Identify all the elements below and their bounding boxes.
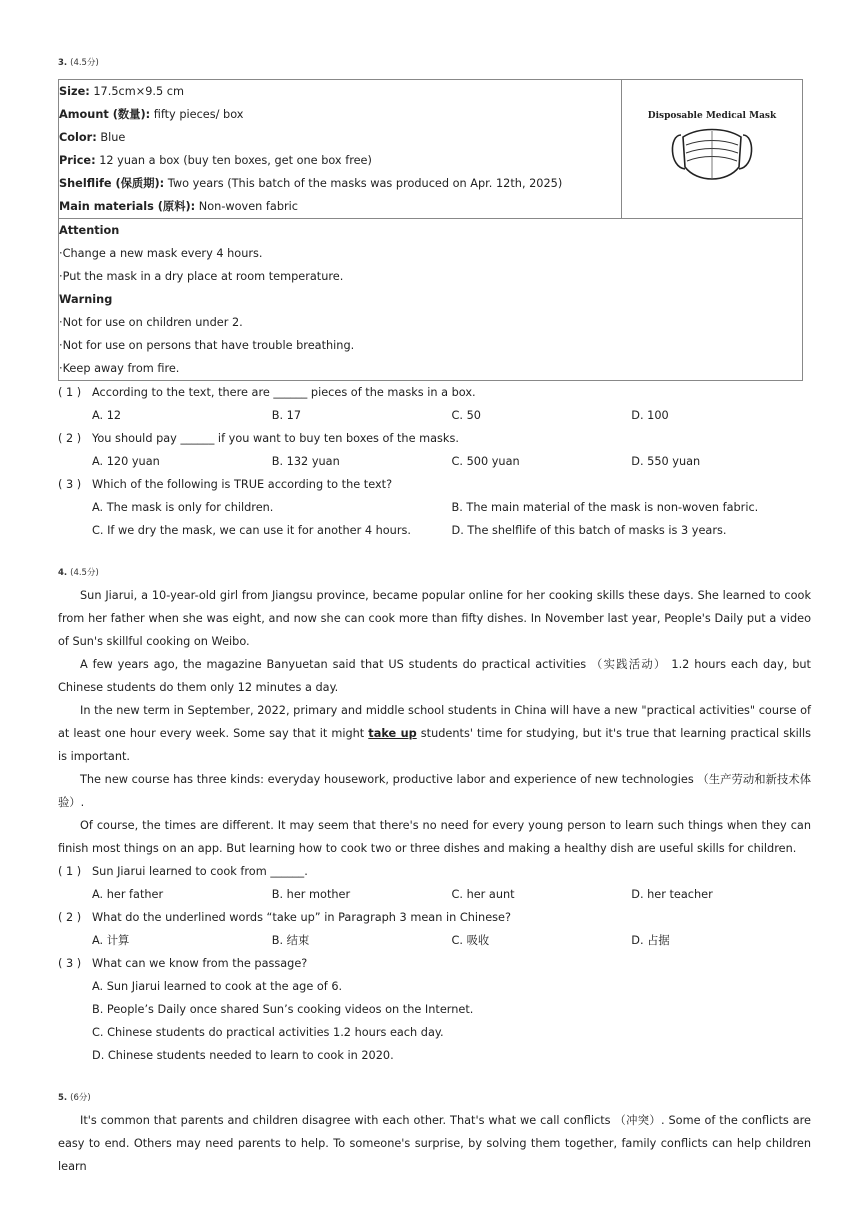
question-points: (4.5分) bbox=[70, 568, 99, 578]
warning-item: ·Not for use on persons that have trouble breathing. bbox=[59, 339, 355, 352]
answer-option[interactable]: C. 500 yuan bbox=[451, 455, 520, 468]
attention-item: ·Put the mask in a dry place at room temperature. bbox=[59, 270, 344, 283]
question-points: (6分) bbox=[70, 1093, 91, 1103]
question-5-header bbox=[58, 1090, 811, 1106]
passage-paragraph: A few years ago, the magazine Banyuetan said that US students do practical activities （实践活动） 1.2 hours each day, but Chinese students do them only 12 minutes a day. bbox=[58, 658, 811, 694]
answer-option[interactable]: A. her father bbox=[92, 888, 164, 901]
underlined-phrase: take up bbox=[368, 727, 417, 740]
passage-paragraph: The new course has three kinds: everyday housework, productive labor and experience of new technologies （生产劳动和新技术体验）. bbox=[58, 773, 811, 809]
answer-option[interactable]: C. 吸收 bbox=[451, 934, 490, 947]
notes-cell bbox=[59, 219, 803, 381]
passage-paragraph: Sun Jiarui, a 10-year-old girl from Jiangsu province, became popular online for her cooking skills these days. She learned to cook from her father when she was eight, and now she can cook more than fifty dishes. In November last year, People's Daily put a video of Sun's skillful cooking on Weibo. bbox=[58, 589, 811, 648]
answer-option[interactable]: A. 12 bbox=[92, 409, 122, 422]
answer-options bbox=[58, 519, 811, 542]
warning-item: ·Not for use on children under 2. bbox=[59, 316, 243, 329]
answer-option[interactable]: B. 132 yuan bbox=[271, 455, 340, 468]
answer-option[interactable]: C. 50 bbox=[451, 409, 481, 422]
answer-option[interactable]: D. Chinese students needed to learn to cook in 2020. bbox=[92, 1049, 394, 1062]
reading-passage bbox=[58, 584, 811, 860]
spec-row: Price: 12 yuan a box (buy ten boxes, get one box free) bbox=[59, 154, 372, 167]
question-4-header bbox=[58, 565, 811, 581]
question-number: 5. bbox=[58, 1093, 68, 1103]
warning-item: ·Keep away from fire. bbox=[59, 362, 180, 375]
answer-option[interactable]: C. If we dry the mask, we can use it for another 4 hours. bbox=[92, 524, 411, 537]
answer-option[interactable]: D. The shelflife of this batch of masks is 3 years. bbox=[451, 524, 727, 537]
exam-page bbox=[58, 55, 811, 1178]
answer-options bbox=[58, 496, 811, 519]
answer-option[interactable]: D. 550 yuan bbox=[631, 455, 701, 468]
answer-option[interactable]: A. 120 yuan bbox=[92, 455, 160, 468]
answer-option[interactable]: A. The mask is only for children. bbox=[92, 501, 274, 514]
answer-option[interactable]: A. Sun Jiarui learned to cook at the age of 6. bbox=[92, 980, 343, 993]
spec-row: Shelflife (保质期): Two years (This batch of the masks was produced on Apr. 12th, 2025) bbox=[59, 177, 563, 190]
warning-title: Warning bbox=[59, 293, 113, 306]
passage-paragraph: It's common that parents and children disagree with each other. That's what we call conflicts （冲突）. Some of the conflicts are easy to end. Others may need parents to help. To someone's surprise, by solving them together, family conflicts can help children learn bbox=[58, 1114, 811, 1173]
answer-options bbox=[58, 883, 811, 906]
attention-item: ·Change a new mask every 4 hours. bbox=[59, 247, 263, 260]
answer-options bbox=[58, 404, 811, 427]
sub-question: ( 1 ) According to the text, there are ______ pieces of the masks in a box. bbox=[58, 386, 476, 399]
question-3-subquestions bbox=[58, 381, 811, 542]
sub-question: ( 2 ) What do the underlined words “take up” in Paragraph 3 mean in Chinese? bbox=[58, 911, 511, 924]
answer-option[interactable]: D. 占据 bbox=[631, 934, 670, 947]
sub-question: ( 3 ) Which of the following is TRUE according to the text? bbox=[58, 478, 393, 491]
sub-question: ( 1 ) Sun Jiarui learned to cook from ______. bbox=[58, 865, 308, 878]
mask-image-title: Disposable Medical Mask bbox=[647, 110, 777, 121]
question-number: 3. bbox=[58, 58, 68, 68]
question-number: 4. bbox=[58, 568, 68, 578]
spec-row: Size: 17.5cm×9.5 cm bbox=[59, 85, 184, 98]
answer-option[interactable]: D. her teacher bbox=[631, 888, 713, 901]
answer-option[interactable]: C. her aunt bbox=[451, 888, 515, 901]
question-3-header bbox=[58, 55, 811, 71]
answer-option[interactable]: A. 计算 bbox=[92, 934, 130, 947]
passage-paragraph: In the new term in September, 2022, primary and middle school students in China will have a new "practical activities" course of at least one hour every week. Some say that it might take up students' time for studying, but it's true that learning practical skills is important. bbox=[58, 704, 811, 763]
mask-icon bbox=[667, 123, 757, 185]
passage-paragraph: Of course, the times are different. It may seem that there's no need for every young person to learn such things when they can finish most things on an app. But learning how to cook two or three dishes and making a healthy dish are useful skills for children. bbox=[58, 819, 811, 855]
answer-option[interactable]: B. her mother bbox=[271, 888, 351, 901]
sub-question: ( 3 ) What can we know from the passage? bbox=[58, 957, 308, 970]
answer-options bbox=[58, 929, 811, 952]
product-info-table bbox=[58, 79, 803, 381]
answer-option[interactable]: B. 结束 bbox=[271, 934, 310, 947]
spec-row: Main materials (原料): Non-woven fabric bbox=[59, 200, 298, 213]
answer-option[interactable]: D. 100 bbox=[631, 409, 669, 422]
answer-option[interactable]: C. Chinese students do practical activities 1.2 hours each day. bbox=[92, 1026, 444, 1039]
answer-option[interactable]: B. The main material of the mask is non-woven fabric. bbox=[451, 501, 759, 514]
answer-options bbox=[58, 450, 811, 473]
answer-option[interactable]: B. People’s Daily once shared Sun’s cooking videos on the Internet. bbox=[92, 1003, 474, 1016]
question-points: (4.5分) bbox=[70, 58, 99, 68]
question-4-subquestions bbox=[58, 860, 811, 1067]
product-specs-cell bbox=[59, 80, 622, 219]
attention-title: Attention bbox=[59, 224, 120, 237]
spec-row: Color: Blue bbox=[59, 131, 126, 144]
answer-option[interactable]: B. 17 bbox=[271, 409, 302, 422]
sub-question: ( 2 ) You should pay ______ if you want to buy ten boxes of the masks. bbox=[58, 432, 459, 445]
mask-image-cell bbox=[622, 80, 803, 219]
spec-row: Amount (数量): fifty pieces/ box bbox=[59, 108, 244, 121]
